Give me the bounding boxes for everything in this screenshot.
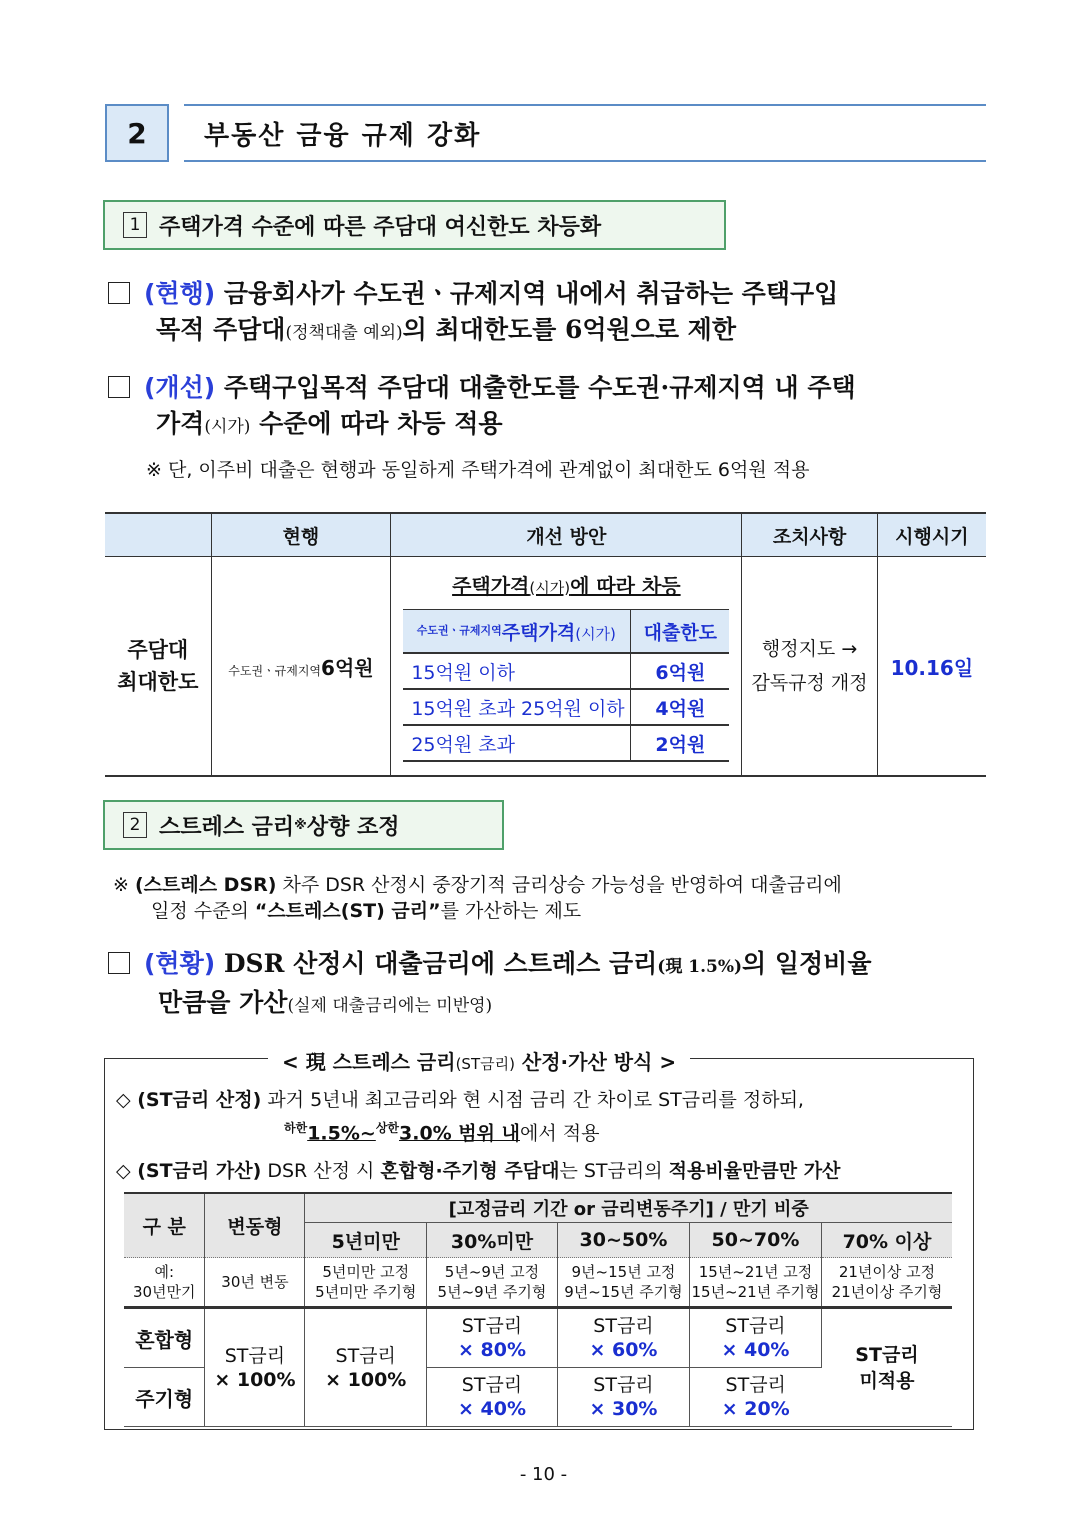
not-applied-cell: ST금리 미적용 bbox=[821, 1308, 952, 1427]
checkbox-square-icon bbox=[108, 282, 130, 304]
st-ratio-table bbox=[124, 1192, 952, 1427]
section-title-bar bbox=[184, 104, 986, 162]
col-header-category: 구 분 bbox=[124, 1193, 205, 1258]
bullet-paren: (정책대출 예외) bbox=[285, 323, 403, 343]
stress-rate-box-title: < 現 스트레스 금리(ST금리) 산정·가산 방식 > bbox=[268, 1046, 690, 1075]
table-header-blank bbox=[105, 513, 211, 557]
example-cell: 5년~9년 고정 5년~9년 주기형 bbox=[426, 1258, 557, 1308]
example-cell: 21년이상 고정 21년이상 주기형 bbox=[821, 1258, 952, 1308]
table-header: 시행시기 bbox=[877, 513, 986, 557]
variable-cell: ST금리 × 100% bbox=[205, 1308, 305, 1427]
effective-date: 10.16일 bbox=[877, 557, 986, 777]
bullet-text: 수준에 따라 차등 적용 bbox=[250, 409, 503, 438]
example-cell: 15년~21년 고정 15년~21년 주기형 bbox=[689, 1258, 821, 1308]
bullet-text: 만큼을 가산 bbox=[158, 988, 288, 1017]
bullet-paren: (실제 대출금리에는 미반영) bbox=[287, 996, 493, 1016]
cycle-cell: ST금리 × 30% bbox=[557, 1368, 689, 1427]
subheading-title: 스트레스 금리 bbox=[159, 814, 295, 840]
mixed-cell: ST금리 × 80% bbox=[426, 1308, 557, 1368]
example-cell: 5년미만 고정 5년미만 주기형 bbox=[305, 1258, 427, 1308]
bullet-tag: (현행) bbox=[144, 279, 216, 308]
col-header: 30~50% bbox=[557, 1223, 689, 1258]
loan-limit: 2억원 bbox=[631, 725, 730, 761]
example-cell: 9년~15년 고정 9년~15년 주기형 bbox=[557, 1258, 689, 1308]
cycle-cell: ST금리 × 40% bbox=[426, 1368, 557, 1427]
st-add-item: ◇ (ST금리 가산) DSR 산정 시 혼합형·주기형 주담대는 ST금리의 적용비율만큼만 가산 bbox=[116, 1160, 841, 1182]
current-limit-region: 수도권ㆍ규제지역 bbox=[228, 663, 322, 678]
bullet-text: 의 일정비율 bbox=[742, 949, 872, 978]
bullet-text: 목적 주담대 bbox=[156, 315, 286, 344]
checkbox-square-icon bbox=[108, 376, 130, 398]
bullet-current bbox=[108, 276, 988, 351]
improve-note: ※ 단, 이주비 대출은 현행과 동일하게 주택가격에 관계없이 최대한도 6억원 적용 bbox=[146, 459, 810, 481]
bullet-text: 주택구입목적 주담대 대출한도를 수도권·규제지역 내 주택 bbox=[215, 373, 856, 402]
bullet-paren: (現 1.5%) bbox=[657, 957, 743, 977]
price-range: 15억원 이하 bbox=[403, 653, 631, 689]
row-label: 주담대 최대한도 bbox=[105, 557, 211, 777]
plan-title: 주택가격(시가)에 따라 차등 bbox=[452, 574, 681, 598]
subheading-number: 2 bbox=[123, 812, 147, 838]
col-header: 50~70% bbox=[689, 1223, 821, 1258]
col-header-group: [고정금리 기간 or 금리변동주기] / 만기 비중 bbox=[305, 1193, 952, 1223]
bullet-text: 의 최대한도를 6억원으로 제한 bbox=[402, 315, 736, 344]
subheading-title-b: 상향 조정 bbox=[306, 814, 400, 840]
checkbox-square-icon bbox=[108, 952, 130, 974]
section-title: 부동산 금융 규제 강화 bbox=[204, 120, 482, 151]
under5-cell: ST금리 × 100% bbox=[305, 1308, 427, 1427]
current-limit-value: 6억원 bbox=[321, 655, 374, 680]
col-header-variable: 변동형 bbox=[205, 1193, 305, 1258]
price-range: 25억원 초과 bbox=[403, 725, 631, 761]
limit-table bbox=[105, 512, 986, 777]
stress-dsr-note: ※ (스트레스 DSR) 차주 DSR 산정시 중장기적 금리상승 가능성을 반영하여 대출금리에 일정 수준의 “스트레스(ST) 금리”를 가산하는 제도 bbox=[113, 874, 842, 922]
subheading-title: 주택가격 수준에 따른 주담대 여신한도 차등화 bbox=[159, 214, 602, 240]
price-range: 15억원 초과 25억원 이하 bbox=[403, 689, 631, 725]
col-header: 70% 이상 bbox=[821, 1223, 952, 1258]
inner-header-price: $^{수도권ㆍ규제지역}$주택가격(시가) bbox=[403, 610, 631, 654]
bullet-paren: (시가) bbox=[204, 417, 251, 437]
bullet-status bbox=[108, 946, 988, 1024]
subheading-2 bbox=[103, 800, 504, 850]
plan-cell bbox=[391, 557, 742, 777]
mixed-cell: ST금리 × 40% bbox=[689, 1308, 821, 1368]
table-header: 개선 방안 bbox=[391, 513, 742, 557]
bullet-tag: (현황) bbox=[144, 949, 216, 978]
st-calc-item: ◇ (ST금리 산정) 과거 5년내 최고금리와 현 시점 금리 간 차이로 ST금리를 정하되, $^{하한}$1.5%~$^{상한}$3.0% 범위 내에서 적용 bbox=[116, 1089, 804, 1145]
subheading-sup: ※ bbox=[294, 817, 307, 833]
col-header: 5년미만 bbox=[305, 1223, 427, 1258]
table-header: 조치사항 bbox=[742, 513, 877, 557]
loan-limit: 4억원 bbox=[631, 689, 730, 725]
mixed-cell: ST금리 × 60% bbox=[557, 1308, 689, 1368]
section-number: 2 bbox=[105, 104, 169, 162]
bullet-tag: (개선) bbox=[144, 373, 216, 402]
bullet-text: DSR 산정시 대출금리에 스트레스 금리 bbox=[215, 949, 658, 978]
page-number: - 10 - bbox=[519, 1464, 568, 1485]
action-cell: 행정지도 → 감독규정 개정 bbox=[742, 557, 877, 777]
col-header: 30%미만 bbox=[426, 1223, 557, 1258]
table-header: 현행 bbox=[211, 513, 391, 557]
cycle-cell: ST금리 × 20% bbox=[689, 1368, 821, 1427]
row-label-cycle: 주기형 bbox=[124, 1368, 205, 1427]
bullet-improve bbox=[108, 370, 988, 445]
inner-header-limit: 대출한도 bbox=[631, 610, 730, 654]
bullet-text: 금융회사가 수도권ㆍ규제지역 내에서 취급하는 주택구입 bbox=[215, 279, 839, 308]
subheading-1 bbox=[103, 200, 726, 250]
bullet-text: 가격 bbox=[156, 409, 205, 438]
loan-limit: 6억원 bbox=[631, 653, 730, 689]
example-variable: 30년 변동 bbox=[205, 1258, 305, 1308]
current-limit-cell bbox=[211, 557, 391, 777]
plan-inner-table bbox=[403, 609, 729, 762]
row-label-mixed: 혼합형 bbox=[124, 1308, 205, 1368]
subheading-number: 1 bbox=[123, 212, 147, 238]
example-label: 예: 30년만기 bbox=[124, 1258, 205, 1308]
